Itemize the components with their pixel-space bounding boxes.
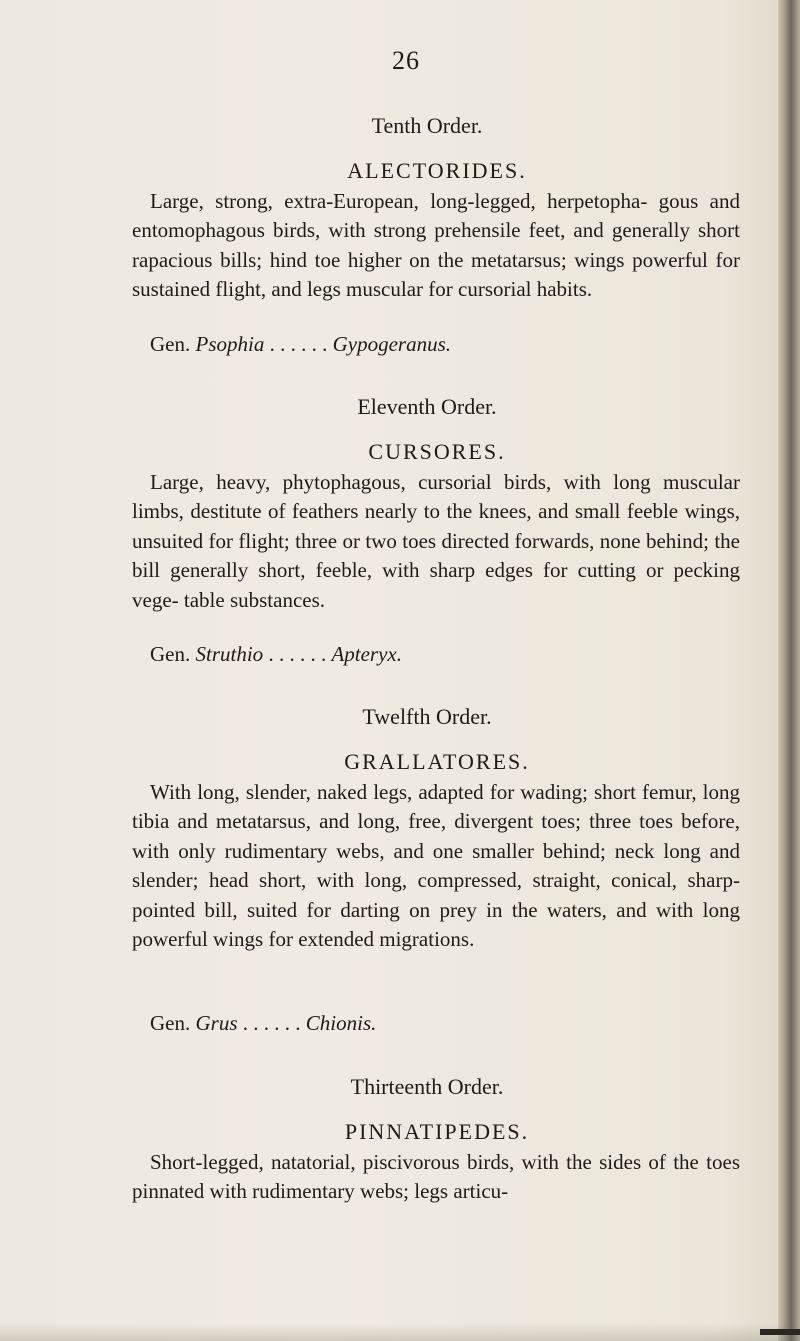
order-heading: Thirteenth Order. [350,1074,504,1099]
genus-line [150,642,402,667]
genus-first: Grus [195,1011,238,1035]
genus-line [150,1011,376,1036]
family-heading: GRALLATORES. [344,749,530,774]
page-shadow [0,1323,800,1341]
order-description: Large, strong, extra-European, long-legged, herpetopha- gous and entomophagous birds, with strong prehensile feet, and generally short rapacious bills; hind toe higher on the metatarsus; wings powerful for sustained flight, and legs muscular for cursorial habits. [132,189,740,302]
family-heading: ALECTORIDES. [347,158,527,183]
genus-prefix: Gen. [150,1011,191,1035]
page-number: 26 [392,46,420,75]
corner-mark [760,1329,800,1335]
genus-last: Apteryx. [331,642,402,666]
genus-first: Psophia [195,332,265,356]
genus-dots: . . . . . . [242,1011,301,1035]
genus-last: Gypogeranus. [332,332,451,356]
genus-line [150,332,451,357]
order-description: With long, slender, naked legs, adapted for wading; short femur, long tibia and metatarsus, and long, free, divergent toes; three toes before, with only rudimentary webs, and one smaller behind; neck long and slender; head short, with long, compressed, straight, conical, sharp- pointed bill, suited for darting on prey in the waters, and with long powerful wings for extended migrations. [132,780,740,952]
genus-dots: . . . . . . [268,642,327,666]
order-heading: Tenth Order. [371,113,483,138]
order-description: Large, heavy, phytophagous, cursorial birds, with long muscular limbs, destitute of feathers nearly to the knees, and small feeble wings, unsuited for flight; three or two toes directed forwards, none behind; the bill generally short, feeble, with sharp edges for cutting or pecking vege- table substances. [132,470,740,612]
order-description: Short-legged, natatorial, piscivorous birds, with the sides of the toes pinnated with rudimentary webs; legs articu- [132,1150,740,1204]
order-heading: Twelfth Order. [362,704,492,729]
order-heading: Eleventh Order. [357,394,497,419]
genus-first: Struthio [195,642,264,666]
family-heading: PINNATIPEDES. [344,1119,530,1144]
genus-last: Chionis. [305,1011,377,1035]
page-edge [778,0,800,1341]
genus-dots: . . . . . . [269,332,328,356]
genus-prefix: Gen. [150,642,191,666]
family-heading: CURSORES. [368,439,506,464]
genus-prefix: Gen. [150,332,191,356]
